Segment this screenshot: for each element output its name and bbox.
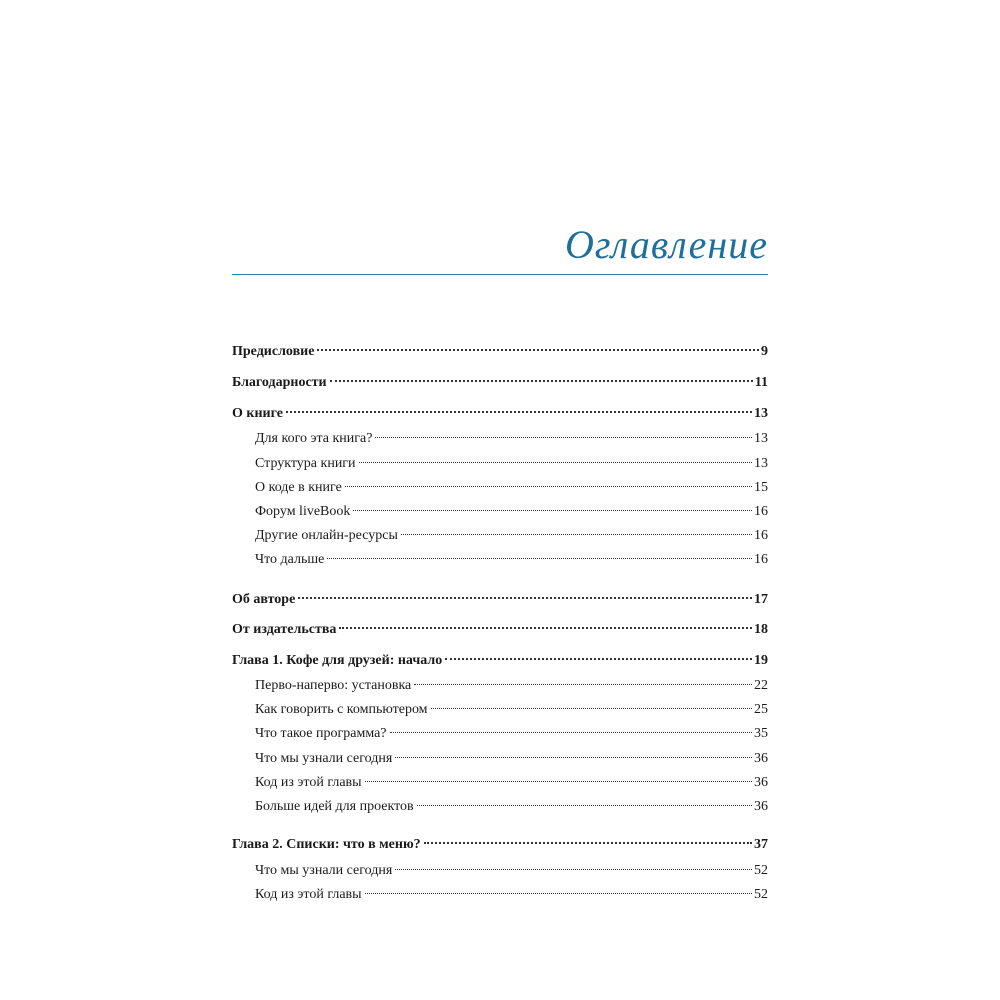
toc-dot-leader [445, 658, 752, 660]
toc-entry-label: Глава 1. Кофе для друзей: начало [232, 653, 443, 668]
toc-dot-leader [375, 437, 752, 438]
toc-dot-leader [395, 869, 752, 870]
toc-subsection-entry[interactable] [255, 503, 768, 521]
toc-dot-leader [401, 534, 752, 535]
toc-entry-label: Перво-наперво: установка [255, 678, 412, 693]
toc-dot-leader [345, 486, 752, 487]
toc-section-entry[interactable] [232, 374, 768, 392]
title-divider [232, 274, 768, 275]
toc-dot-leader [417, 805, 752, 806]
toc-entry-label: Код из этой главы [255, 775, 362, 790]
toc-subsection-entry[interactable] [255, 725, 768, 743]
toc-section-entry[interactable] [232, 591, 768, 609]
toc-entry-label: Предисловие [232, 344, 315, 359]
toc-entry-page-number: 36 [754, 751, 768, 766]
toc-entry-page-number: 15 [754, 480, 768, 495]
toc-dot-leader [365, 893, 752, 894]
toc-entry-label: Для кого эта книга? [255, 431, 373, 446]
toc-entry-label: Код из этой главы [255, 887, 362, 902]
toc-entry-label: Что такое программа? [255, 726, 387, 741]
toc-entry-page-number: 13 [754, 456, 768, 471]
toc-section-entry[interactable] [232, 405, 768, 423]
toc-dot-leader [431, 708, 752, 709]
toc-entry-label: Структура книги [255, 456, 356, 471]
toc-entry-label: Другие онлайн-ресурсы [255, 528, 398, 543]
toc-entry-page-number: 18 [754, 622, 768, 637]
toc-entry-label: Что дальше [255, 552, 325, 567]
toc-section-entry[interactable] [232, 343, 768, 361]
toc-dot-leader [395, 757, 752, 758]
toc-dot-leader [327, 558, 752, 559]
toc-dot-leader [424, 842, 752, 844]
page-title: Оглавление [564, 222, 768, 267]
toc-entry-label: Форум liveBook [255, 504, 351, 519]
toc-subsection-entry[interactable] [255, 677, 768, 695]
toc-dot-leader [359, 462, 752, 463]
toc-subsection-entry[interactable] [255, 774, 768, 792]
toc-entry-label: Об авторе [232, 592, 296, 607]
toc-subsection-entry[interactable] [255, 527, 768, 545]
toc-entry-label: Больше идей для проектов [255, 799, 414, 814]
toc-entry-page-number: 36 [754, 775, 768, 790]
toc-entry-page-number: 9 [761, 344, 768, 359]
toc-entry-page-number: 16 [754, 552, 768, 567]
toc-entry-page-number: 17 [754, 592, 768, 607]
toc-dot-leader [390, 732, 752, 733]
toc-entry-label: Что мы узнали сегодня [255, 863, 393, 878]
toc-entry-label: Как говорить с компьютером [255, 702, 428, 717]
toc-entry-page-number: 52 [754, 887, 768, 902]
toc-entry-label: О книге [232, 406, 283, 421]
toc-dot-leader [414, 684, 752, 685]
toc-entry-label: О коде в книге [255, 480, 342, 495]
toc-entry-page-number: 22 [754, 678, 768, 693]
toc-subsection-entry[interactable] [255, 551, 768, 569]
toc-entry-page-number: 25 [754, 702, 768, 717]
toc-subsection-entry[interactable] [255, 701, 768, 719]
toc-section-entry[interactable] [232, 652, 768, 670]
toc-dot-leader [317, 349, 759, 351]
toc-subsection-entry[interactable] [255, 798, 768, 816]
toc-entry-label: От издательства [232, 622, 337, 637]
toc-entry-label: Благодарности [232, 375, 327, 390]
toc-subsection-entry[interactable] [255, 862, 768, 880]
toc-entry-page-number: 13 [754, 431, 768, 446]
toc-entry-page-number: 37 [754, 837, 768, 852]
toc-entry-page-number: 52 [754, 863, 768, 878]
toc-subsection-entry[interactable] [255, 479, 768, 497]
toc-subsection-entry[interactable] [255, 886, 768, 904]
toc-entry-page-number: 36 [754, 799, 768, 814]
toc-dot-leader [365, 781, 752, 782]
toc-dot-leader [339, 627, 752, 629]
toc-entry-page-number: 35 [754, 726, 768, 741]
toc-section-entry[interactable] [232, 621, 768, 639]
toc-subsection-entry[interactable] [255, 430, 768, 448]
toc-entry-page-number: 11 [754, 375, 768, 390]
toc-dot-leader [330, 380, 753, 382]
toc-entry-page-number: 16 [754, 504, 768, 519]
toc-dot-leader [286, 411, 752, 413]
toc-dot-leader [298, 597, 752, 599]
toc-entry-label: Что мы узнали сегодня [255, 751, 393, 766]
toc-entry-page-number: 19 [754, 653, 768, 668]
toc-entry-page-number: 16 [754, 528, 768, 543]
toc-entry-page-number: 13 [754, 406, 768, 421]
toc-dot-leader [353, 510, 752, 511]
toc-entry-label: Глава 2. Списки: что в меню? [232, 837, 421, 852]
toc-subsection-entry[interactable] [255, 455, 768, 473]
toc-subsection-entry[interactable] [255, 750, 768, 768]
toc-section-entry[interactable] [232, 836, 768, 854]
